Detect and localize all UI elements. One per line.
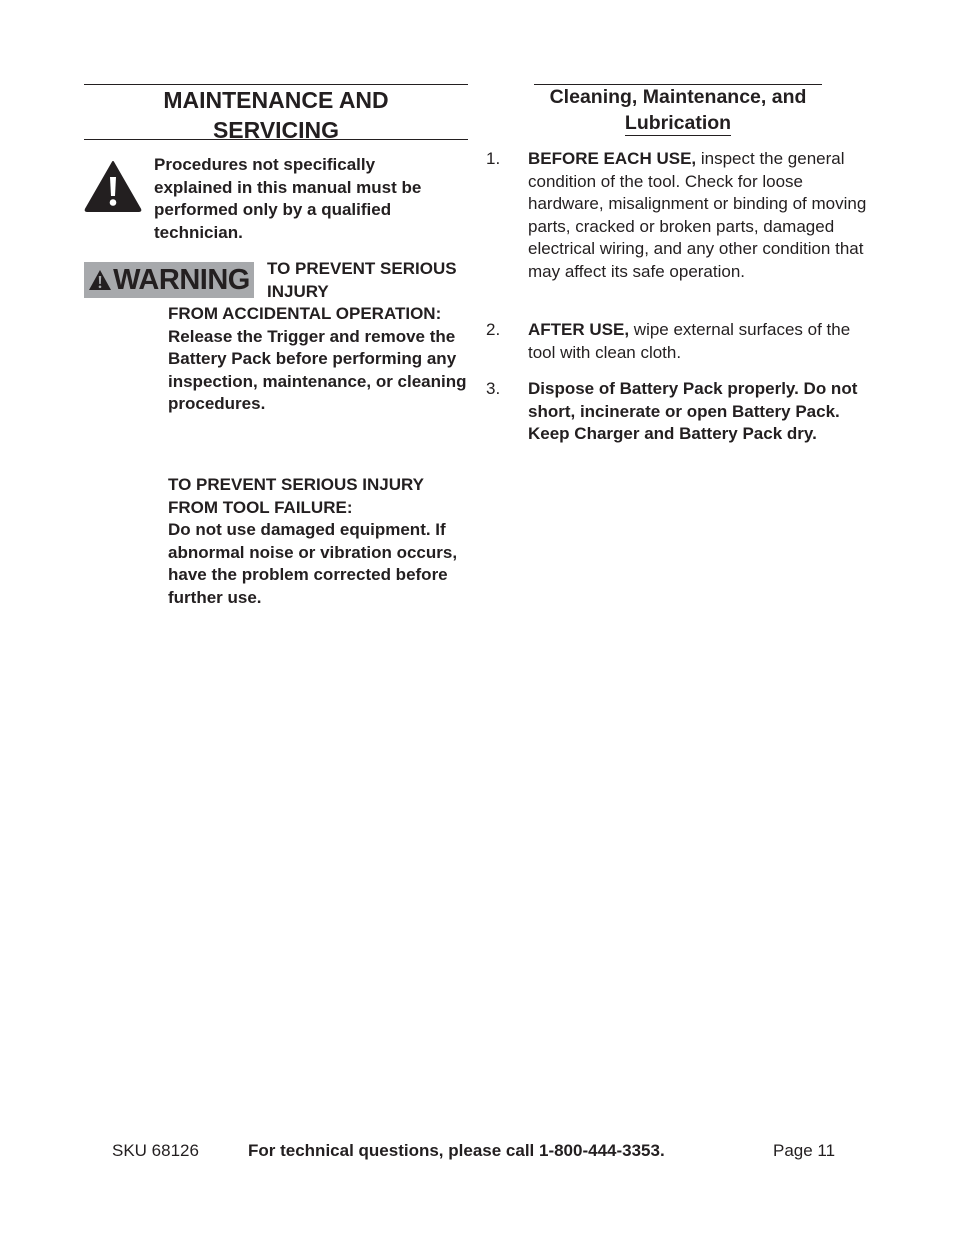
footer-page-number: Page 11: [773, 1141, 836, 1160]
list-body: [528, 319, 873, 364]
cleaning-title: [534, 84, 822, 136]
list-lead: Dispose of Battery Pack properly. Do not short, incinerate or open Battery Pack. Keep Charger and Battery Pack dry.: [528, 379, 858, 443]
warning2-heading: TO PREVENT SERIOUS INJURY FROM TOOL FAILURE:: [168, 475, 424, 517]
qualified-technician-notice: Procedures not specifically explained in this manual must be performed only by a qualified technician.: [154, 155, 422, 242]
warning-label: WARNING: [113, 264, 250, 296]
list-body: [528, 148, 873, 283]
warning1-body: Release the Trigger and remove the Battery Pack before performing any inspection, maintenance, or cleaning procedures.: [168, 326, 467, 413]
warning1-block: [168, 303, 468, 416]
list-lead: AFTER USE,: [528, 320, 630, 339]
footer-support: For technical questions, please call 1-800-444-3353.: [248, 1141, 665, 1160]
warning1-heading: TO PREVENT SERIOUS INJURY: [267, 259, 457, 301]
list-number: 1.: [486, 149, 501, 168]
maintenance-title: [84, 84, 468, 143]
list-number: 2.: [486, 320, 501, 339]
cleaning-title-line1: Cleaning, Maintenance, and: [549, 86, 807, 108]
warning-triangle-icon: [88, 269, 112, 291]
list-lead: BEFORE EACH USE,: [528, 149, 697, 168]
warning-badge: [84, 262, 254, 298]
maintenance-title-line2: SERVICING: [212, 117, 340, 143]
hazard-warning-icon: [84, 160, 142, 212]
warning2-body: Do not use damaged equipment. If abnormal noise or vibration occurs, have the problem corrected before further use.: [168, 520, 458, 607]
warning1-heading-cont: FROM ACCIDENTAL OPERATION:: [168, 304, 442, 323]
list-text: wipe external surfaces of the tool with clean cloth.: [528, 320, 851, 362]
list-number: 3.: [486, 379, 501, 398]
list-text: inspect the general condition of the tool. Check for loose hardware, misalignment or binding of moving parts, cracked or broken parts, damaged electrical wiring, and any other condition that may affect its safe operation.: [528, 149, 867, 281]
warning2-block: [168, 474, 468, 609]
maintenance-title-line1: MAINTENANCE AND: [163, 87, 389, 113]
list-body: [528, 378, 873, 446]
footer-sku: SKU 68126: [112, 1141, 199, 1160]
cleaning-title-line2: Lubrication: [624, 111, 732, 134]
